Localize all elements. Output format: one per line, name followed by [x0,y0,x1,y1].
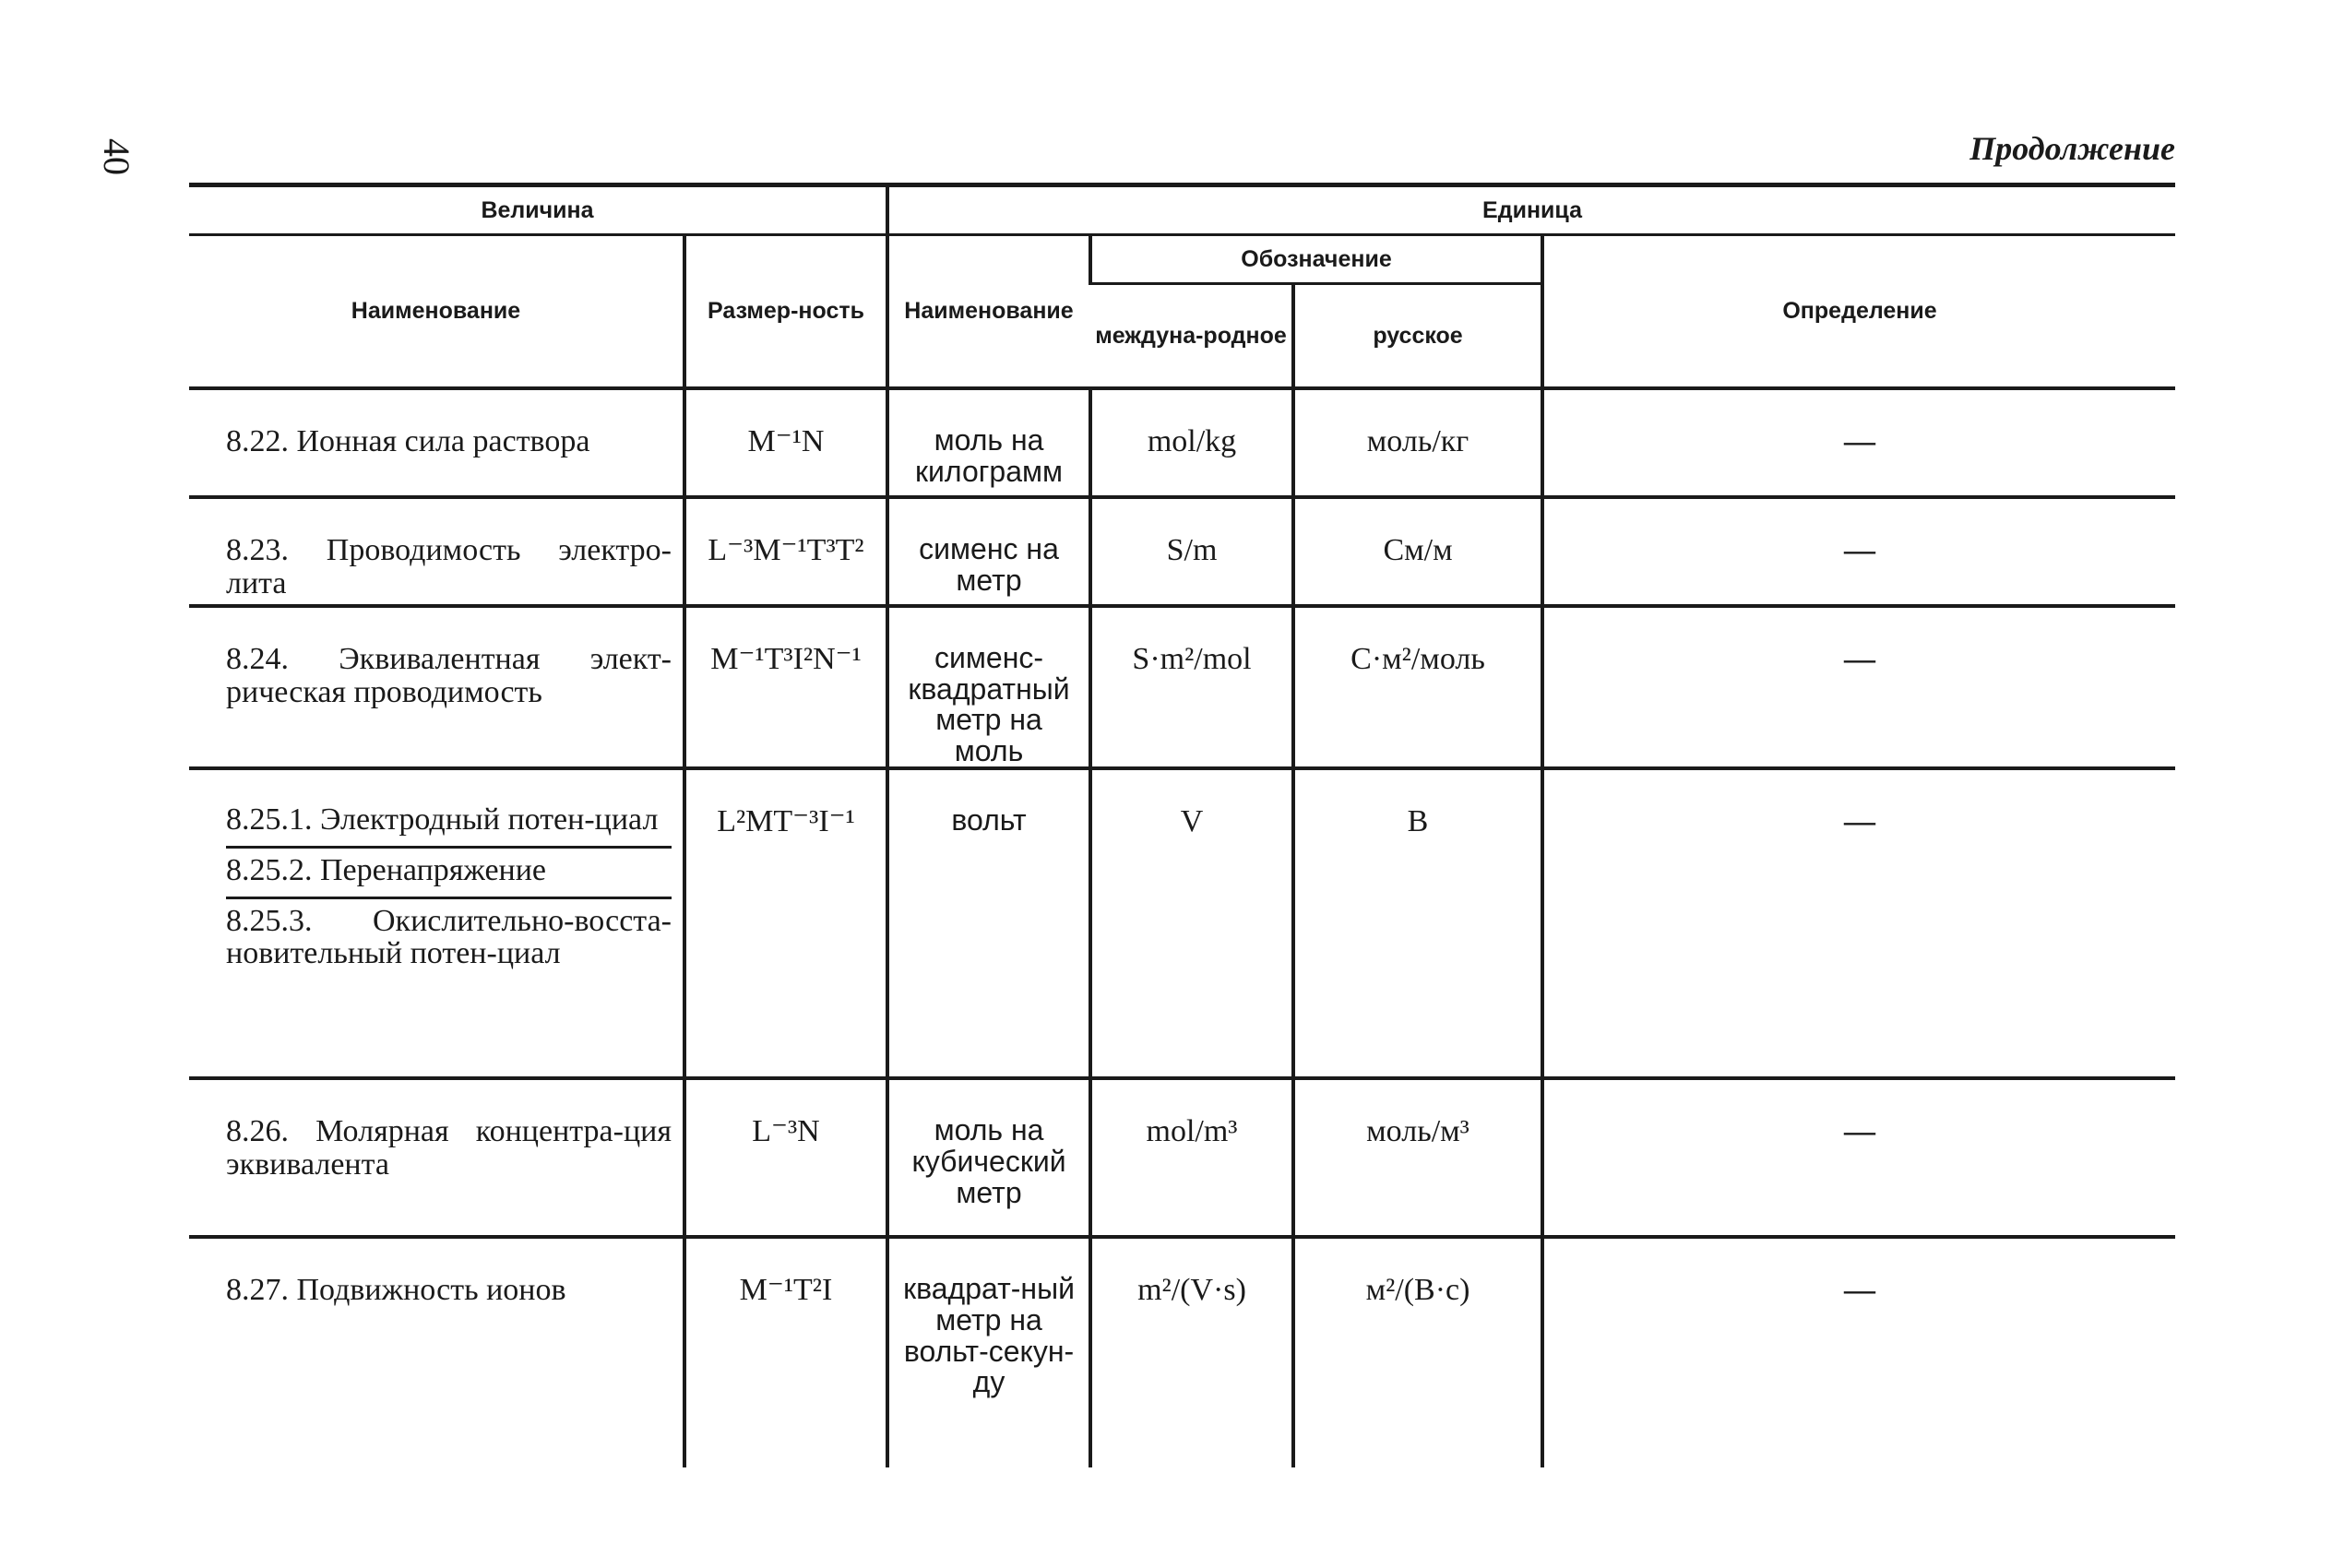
unit-definition: — [1542,388,2175,497]
unit-name: моль на килограмм [887,388,1090,497]
unit-rus: моль/кг [1293,388,1542,497]
quantity-dimension: L⁻³N [684,1078,887,1237]
quantity-name: 8.24. Эквивалентная элект-рическая проводимость [189,606,684,768]
table-row [189,606,2175,768]
quantity-name-group [189,768,684,1078]
quantity-subname: 8.25.3. Окислительно-восста-новительный потен-циал [226,903,672,971]
unit-intl: m²/(V·s) [1090,1237,1293,1467]
unit-rus: В [1293,768,1542,1078]
quantity-name: 8.27. Подвижность ионов [226,1273,566,1308]
units-table [189,183,2175,1467]
header-dimension: Размер-ность [684,235,887,389]
quantity-name: 8.26. Молярная концентра-ция эквивалента [189,1078,684,1237]
unit-intl: S/m [1090,497,1293,606]
unit-name: сименс-квадратный метр на моль [887,606,1090,768]
unit-intl: mol/m³ [1090,1078,1293,1237]
quantity-dimension: L⁻³M⁻¹T³T² [684,497,887,606]
page-number: 40 [96,138,137,175]
unit-definition: — [1542,1078,2175,1237]
header-international: междуна-родное [1090,284,1293,389]
unit-name: моль на кубический метр [887,1078,1090,1237]
table-row [189,768,2175,1078]
unit-rus: м²/(В·с) [1293,1237,1542,1467]
unit-name: сименс на метр [887,497,1090,606]
continuation-label: Продолжение [1969,130,2175,167]
unit-definition: — [1542,768,2175,1078]
quantity-subname: 8.25.2. Перенапряжение [226,849,672,899]
table-row [189,388,2175,497]
header-unit: Единица [887,185,2175,235]
quantity-dimension: M⁻¹N [684,388,887,497]
unit-intl: S·m²/mol [1090,606,1293,768]
unit-rus: С·м²/моль [1293,606,1542,768]
header-name: Наименование [189,235,684,389]
quantity-dimension: L²MT⁻³I⁻¹ [684,768,887,1078]
table-row [189,1078,2175,1237]
quantity-name: 8.23. Проводимость электро-лита [189,497,684,606]
unit-definition: — [1542,497,2175,606]
header-definition: Определение [1542,235,2175,389]
header-russian: русское [1293,284,1542,389]
quantity-subname: 8.25.1. Электродный потен-циал [226,798,672,849]
header-designation: Обозначение [1090,235,1542,284]
unit-definition: — [1542,1237,2175,1467]
quantity-dimension: M⁻¹T³I²N⁻¹ [684,606,887,768]
header-unit-name: Наименование [887,235,1090,389]
table-row [189,497,2175,606]
table-row [189,1237,2175,1467]
unit-intl: V [1090,768,1293,1078]
header-quantity: Величина [189,185,887,235]
quantity-dimension: M⁻¹T²I [684,1237,887,1467]
unit-rus: См/м [1293,497,1542,606]
unit-definition: — [1542,606,2175,768]
unit-name: вольт [887,768,1090,1078]
unit-intl: mol/kg [1090,388,1293,497]
quantity-name: 8.22. Ионная сила раствора [189,388,684,497]
unit-name: квадрат-ный метр на вольт-секун-ду [887,1237,1090,1467]
unit-rus: моль/м³ [1293,1078,1542,1237]
